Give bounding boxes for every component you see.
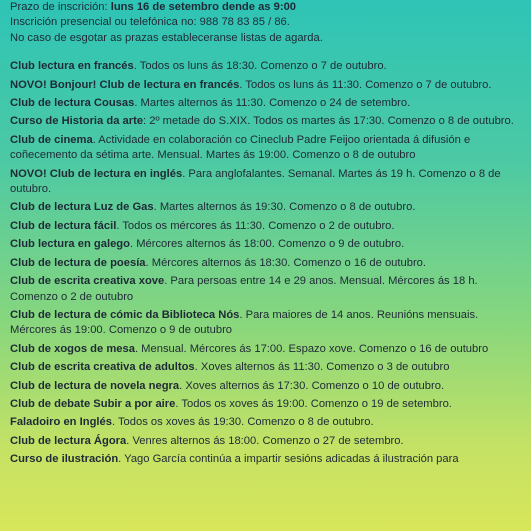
activity-item <box>10 114 520 129</box>
activity-details: . Martes alternos ás 11:30. Comenzo o 24 de setembro. <box>134 97 411 110</box>
activity-title: NOVO! Club de lectura en inglés <box>10 167 183 180</box>
activity-title: Club de lectura Luz de Gas <box>10 201 154 214</box>
activity-title: Curso de Historia da arte <box>10 115 144 128</box>
activity-item <box>10 415 520 430</box>
activity-details: . Yago García continúa a impartir sesións adicadas á ilustración para <box>118 453 459 466</box>
activity-details: . Actividade en colaboración co Cineclub Padre Feijoo orientada á difusión e coñecemento da sétima arte. Mensual. Martes ás 19:00. Comenzo o 8 de outubro <box>10 133 471 162</box>
activity-item <box>10 379 520 394</box>
activity-details: . Para anglofalantes. Semanal. Martes ás 19 h. Comenzo o 8 de outubro. <box>10 167 501 196</box>
activity-list <box>10 59 520 467</box>
activity-title: Club de lectura de cómic da Biblioteca Nós <box>10 308 240 321</box>
activity-details: . Martes alternos ás 19:30. Comenzo o 8 de outubro. <box>153 201 416 214</box>
activity-title: Club de escrita creativa xove <box>10 275 165 288</box>
activity-title: Club de lectura de novela negra <box>10 379 180 392</box>
activity-item <box>10 219 520 234</box>
activity-details: . Xoves alternos ás 17:30. Comenzo o 10 de outubro. <box>179 379 445 392</box>
activity-item <box>10 397 520 412</box>
activity-title: Club de escrita creativa de adultos <box>10 361 195 374</box>
activities-document <box>10 0 520 471</box>
activity-title: Club de debate Subir a por aire <box>10 397 176 410</box>
activity-title: Curso de ilustración <box>10 453 119 466</box>
activity-title: Club de cinema <box>10 133 93 146</box>
activity-item <box>10 452 520 467</box>
activity-details: . Todos os xoves ás 19:00. Comenzo o 19 de setembro. <box>175 397 452 410</box>
activity-item <box>10 274 520 305</box>
activity-item <box>10 59 520 74</box>
activity-details: . Xoves alternos ás 11:30. Comenzo o 3 de outubro <box>194 361 450 374</box>
activity-details: . Todos os luns ás 11:30. Comenzo o 7 de outubro. <box>239 78 492 91</box>
activity-title: Club de lectura fácil <box>10 219 117 232</box>
activity-item <box>10 342 520 357</box>
activity-title: Club de lectura Ágora <box>10 434 127 447</box>
activity-details: . Todos os luns ás 18:30. Comenzo o 7 de outubro. <box>133 60 387 73</box>
activity-item <box>10 256 520 271</box>
activity-item <box>10 434 520 449</box>
activity-details: . Todos os xoves ás 19:30. Comenzo o 8 de outubro. <box>111 416 374 429</box>
section-gap <box>10 46 520 59</box>
activity-details: . Todos os mércores ás 11:30. Comenzo o 2 de outubro. <box>116 219 395 232</box>
activity-title: Faladoiro en Inglés <box>10 416 112 429</box>
deadline-label: Prazo de inscrición: <box>10 1 111 13</box>
activity-title: NOVO! Bonjour! Club de lectura en francés <box>10 78 240 91</box>
activity-item <box>10 308 520 339</box>
activity-item <box>10 96 520 111</box>
activity-item <box>10 360 520 375</box>
registration-contact: Inscrición presencial ou telefónica no: 988 78 83 85 / 86. <box>10 16 290 29</box>
activity-item <box>10 78 520 93</box>
activity-item <box>10 200 520 215</box>
waitlist-note: No caso de esgotar as prazas estableceranse listas de agarda. <box>10 31 323 44</box>
activity-details: . Mensual. Mércores ás 17:00. Espazo xove. Comenzo o 16 de outubro <box>134 342 489 355</box>
activity-title: Club lectura en francés <box>10 60 134 73</box>
deadline-value: luns 16 de setembro dende as 9:00 <box>110 1 297 13</box>
activity-details: : 2º metade do S.XIX. Todos os martes ás 17:30. Comenzo o 8 de outubro. <box>143 115 514 128</box>
activity-title: Club lectura en galego <box>10 238 130 251</box>
activity-details: . Mércores alternos ás 18:30. Comenzo o 16 de outubro. <box>145 256 426 269</box>
activity-title: Club de xogos de mesa <box>10 342 135 355</box>
activity-details: . Para maiores de 14 anos. Reunións mensuais. Mércores ás 19:00. Comenzo o 9 de outubro <box>10 308 479 337</box>
activity-item <box>10 237 520 252</box>
activity-details: . Para persoas entre 14 e 29 anos. Mensual. Mércores ás 18 h. Comenzo o 2 de outubro <box>10 275 478 303</box>
activity-item <box>10 167 520 198</box>
activity-title: Club de lectura Cousas <box>10 97 135 110</box>
activity-title: Club de lectura de poesía <box>10 256 146 269</box>
activity-details: . Mércores alternos ás 18:00. Comenzo o 9 de outubro. <box>129 238 405 251</box>
activity-item <box>10 133 520 164</box>
registration-deadline <box>10 0 520 15</box>
activity-details: . Venres alternos ás 18:00. Comenzo o 27 de setembro. <box>126 434 404 447</box>
